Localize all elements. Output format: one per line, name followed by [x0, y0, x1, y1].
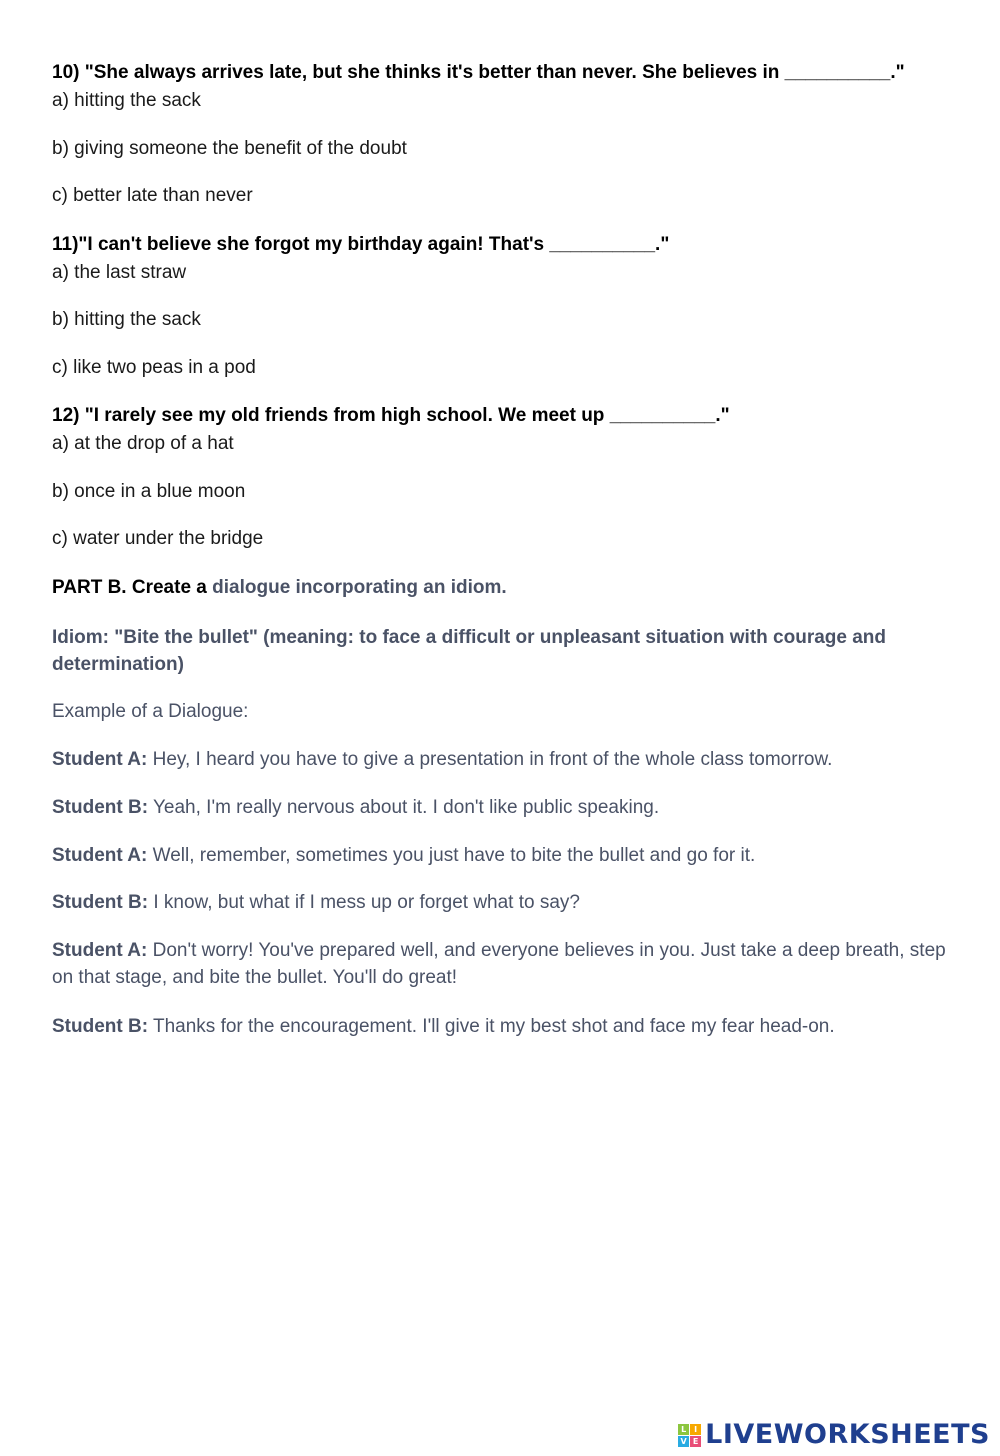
dialogue-text: I know, but what if I mess up or forget what to say? [153, 892, 580, 913]
question-10-option-c: c) better late than never [52, 185, 253, 206]
dialogue-line [52, 1013, 957, 1040]
speaker-label: Student B: [52, 1016, 149, 1037]
dialogue-text: Well, remember, sometimes you just have to bite the bullet and go for it. [152, 845, 756, 866]
speaker-label: Student A: [52, 845, 148, 866]
question-11-stem: 11)"I can't believe she forgot my birthday again! That's __________." [52, 234, 670, 255]
question-11-option-a: a) the last straw [52, 262, 187, 283]
liveworksheets-logo[interactable] [678, 1420, 990, 1450]
example-label: Example of a Dialogue: [52, 701, 249, 722]
dialogue-text: Don't worry! You've prepared well, and everyone believes in you. Just take a deep breath, step on that stage, and bite the bullet. You'll do great! [52, 940, 946, 988]
speaker-label: Student A: [52, 940, 148, 961]
question-11-option-b: b) hitting the sack [52, 309, 201, 330]
question-11-option-c: c) like two peas in a pod [52, 357, 256, 378]
logo-text: LIVEWORKSHEETS [705, 1419, 990, 1450]
part-b-lead: PART B. Create a [52, 577, 207, 598]
question-12-option-b: b) once in a blue moon [52, 481, 246, 502]
dialogue-line [52, 794, 957, 821]
speaker-label: Student A: [52, 749, 148, 770]
question-10-option-a: a) hitting the sack [52, 90, 201, 111]
part-b-rest: dialogue incorporating an idiom. [212, 577, 507, 598]
logo-tile: I [690, 1424, 701, 1435]
dialogue-line [52, 746, 957, 773]
idiom-definition: Idiom: "Bite the bullet" (meaning: to face a difficult or unpleasant situation with courage and determination) [52, 627, 887, 675]
dialogue-text: Yeah, I'm really nervous about it. I don't like public speaking. [152, 797, 660, 818]
speaker-label: Student B: [52, 892, 149, 913]
question-10-stem: 10) "She always arrives late, but she thinks it's better than never. She believes in __________." [52, 62, 905, 83]
dialogue-text: Hey, I heard you have to give a presentation in front of the whole class tomorrow. [152, 749, 833, 770]
dialogue-line [52, 937, 957, 991]
logo-mark-icon [678, 1424, 701, 1447]
question-10-option-b: b) giving someone the benefit of the doubt [52, 138, 407, 159]
dialogue-line [52, 842, 957, 869]
question-12-stem: 12) "I rarely see my old friends from high school. We meet up __________." [52, 405, 730, 426]
question-12-option-c: c) water under the bridge [52, 528, 264, 549]
part-b-heading [52, 576, 507, 600]
question-12-option-a: a) at the drop of a hat [52, 433, 234, 454]
dialogue-text: Thanks for the encouragement. I'll give it my best shot and face my fear head-on. [152, 1016, 835, 1037]
speaker-label: Student B: [52, 797, 149, 818]
logo-tile: L [678, 1424, 689, 1435]
dialogue-line [52, 889, 957, 916]
logo-tile: V [678, 1436, 689, 1447]
logo-tile: E [690, 1436, 701, 1447]
